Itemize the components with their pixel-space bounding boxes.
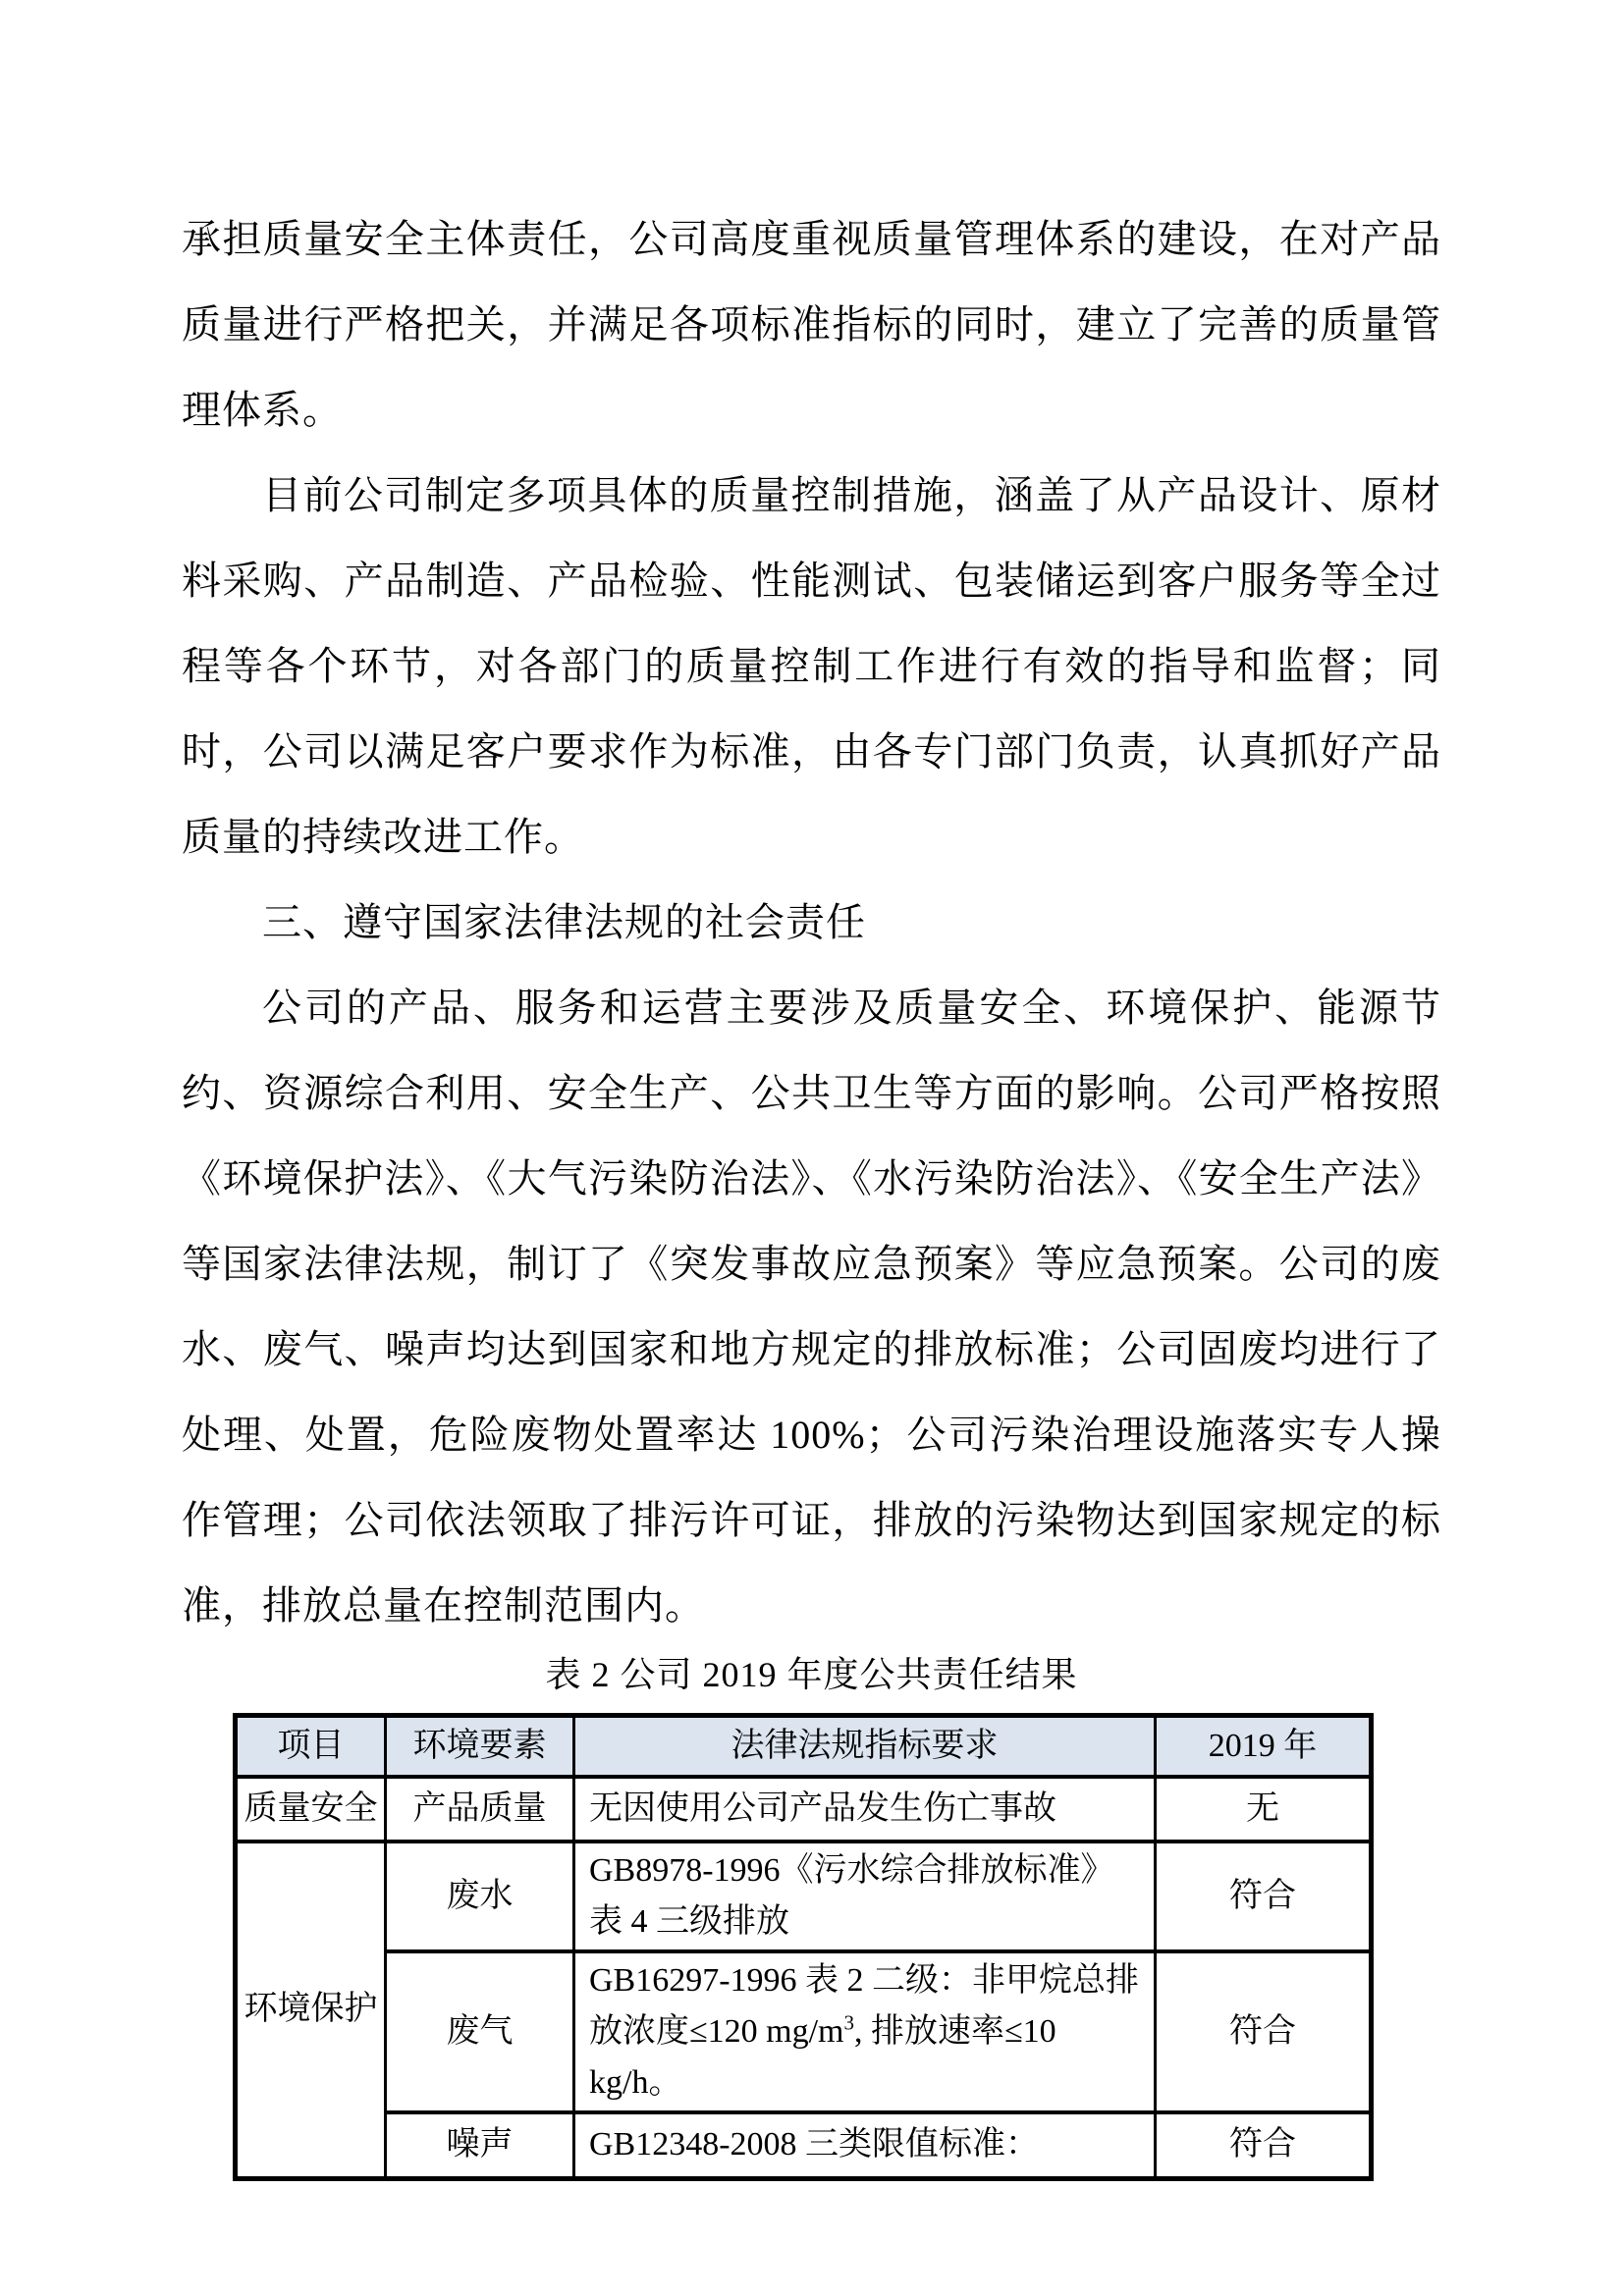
header-cell-environmental-element: 环境要素 — [386, 1716, 574, 1777]
paragraph-legal-compliance: 公司的产品、服务和运营主要涉及质量安全、环境保护、能源节约、资源综合利用、安全生产、公共卫生等方面的影响。公司严格按照《环境保护法》、《大气污染防治法》、《水污染防治法》、《安全生产法》等国家法律法规，制订了《突发事故应急预案》等应急预案。公司的废水、废气、噪声均达到国家和地方规定的排放标准；公司固废均进行了处理、处置，危险废物处置率达 100%；公司污染治理设施落实专人操作管理；公司依法领取了排污许可证，排放的污染物达到国家规定的标准，排放总量在控制范围内。 — [182, 986, 1441, 1628]
table-caption: 表 2 公司 2019 年度公共责任结果 — [545, 1655, 1078, 1694]
header-cell-project: 项目 — [236, 1716, 386, 1777]
public-responsibility-table — [233, 1713, 1374, 2181]
cell-element-exhaust-gas: 废气 — [386, 1951, 574, 2112]
superscript-3: 3 — [843, 2010, 854, 2035]
cell-project-environmental-protection: 环境保护 — [236, 1842, 386, 2179]
paragraph-quality-control-measures: 目前公司制定多项具体的质量控制措施，涵盖了从产品设计、原材料采购、产品制造、产品检验、性能测试、包装储运到客户服务等全过程等各个环节，对各部门的质量控制工作进行有效的指导和监督；同时，公司以满足客户要求作为标准，由各专门部门负责，认真抓好产品质量的持续改进工作。 — [182, 473, 1441, 859]
requirement-text-continued: , 排放速率≤10 kg/h。 — [589, 2012, 1056, 2101]
cell-result-product-quality: 无 — [1156, 1777, 1372, 1842]
table-header-row — [236, 1716, 1372, 1777]
table-row-exhaust-gas — [236, 1951, 1372, 2112]
cell-requirement-exhaust-gas — [574, 1951, 1156, 2112]
cell-element-wastewater: 废水 — [386, 1842, 574, 1951]
table-row-noise — [236, 2112, 1372, 2179]
section-heading-legal-responsibility: 三、遵守国家法律法规的社会责任 — [262, 900, 866, 944]
header-cell-year-2019: 2019 年 — [1156, 1716, 1372, 1777]
cell-requirement-noise: GB12348-2008 三类限值标准： — [574, 2112, 1156, 2179]
cell-requirement-wastewater: GB8978-1996《污水综合排放标准》表 4 三级排放 — [574, 1842, 1156, 1951]
cell-project-quality-safety: 质量安全 — [236, 1777, 386, 1842]
table-row-wastewater — [236, 1842, 1372, 1951]
cell-result-noise: 符合 — [1156, 2112, 1372, 2179]
cell-element-noise: 噪声 — [386, 2112, 574, 2179]
header-cell-legal-requirement: 法律法规指标要求 — [574, 1716, 1156, 1777]
cell-result-exhaust-gas: 符合 — [1156, 1951, 1372, 2112]
paragraph-quality-system-continuation: 承担质量安全主体责任，公司高度重视质量管理体系的建设，在对产品质量进行严格把关，并满足各项标准指标的同时，建立了完善的质量管理体系。 — [182, 217, 1441, 432]
table-row-quality-safety — [236, 1777, 1372, 1842]
cell-requirement-product-quality: 无因使用公司产品发生伤亡事故 — [574, 1777, 1156, 1842]
requirement-text: GB16297-1996 表 2 二级：非甲烷总排放浓度≤120 mg/m — [589, 1961, 1140, 2050]
cell-result-wastewater: 符合 — [1156, 1842, 1372, 1951]
body-text — [182, 196, 1441, 1648]
cell-element-product-quality: 产品质量 — [386, 1777, 574, 1842]
